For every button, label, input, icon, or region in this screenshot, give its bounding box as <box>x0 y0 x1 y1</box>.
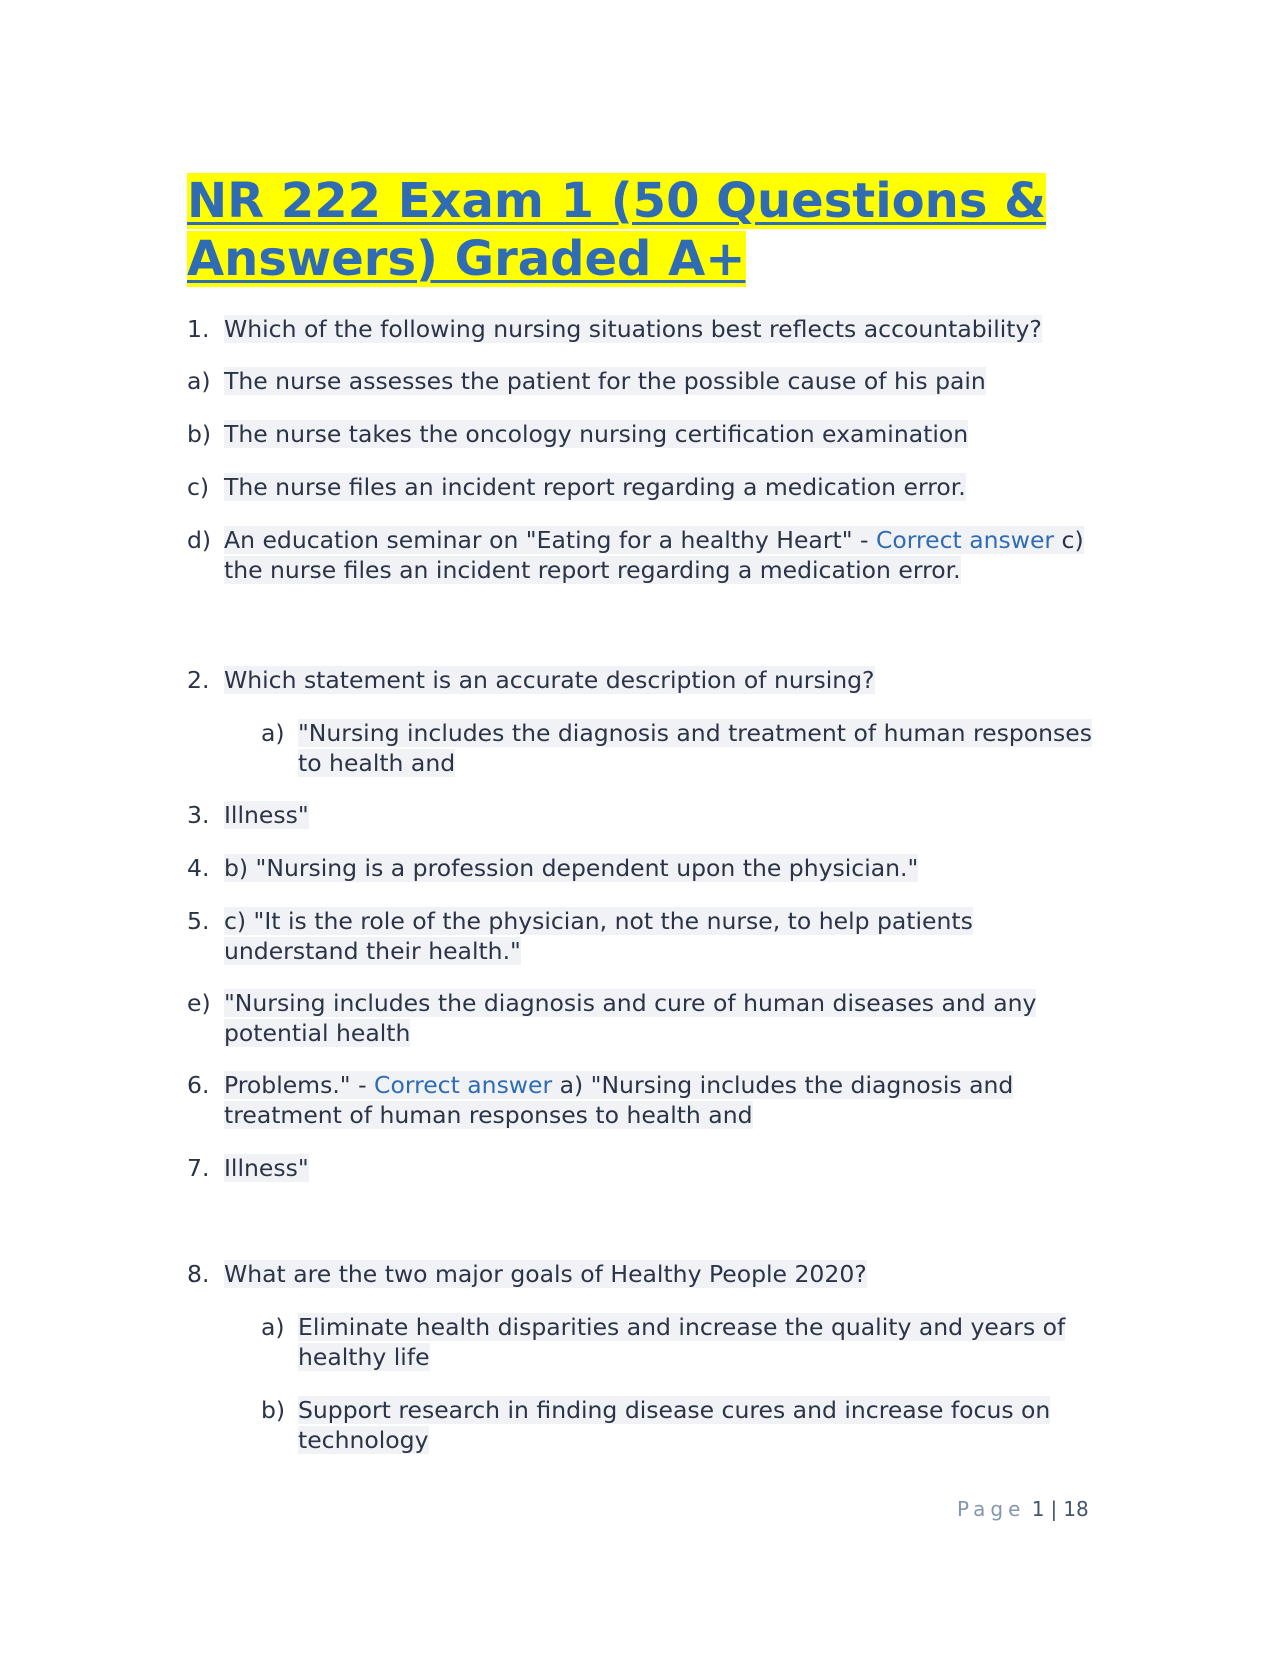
list-item <box>187 665 1112 695</box>
correct-answer-label: Correct answer <box>875 526 1055 554</box>
list-text: The nurse assesses the patient for the possible cause of his pain <box>224 367 986 395</box>
answer-text: c) the nurse files an incident report regarding a medication error. <box>224 526 1084 584</box>
list-marker: 4. <box>187 854 210 882</box>
answer-text: a) "Nursing includes the diagnosis and treatment of human responses to health and <box>224 1071 1014 1129</box>
list-item <box>187 1259 1112 1289</box>
list-text: Problems." - <box>224 1071 375 1099</box>
list-text: Illness" <box>224 1154 309 1182</box>
list-marker: 2. <box>187 666 210 694</box>
list-item <box>187 1153 1112 1183</box>
list-text: An education seminar on "Eating for a healthy Heart" - <box>224 526 876 554</box>
list-text: Support research in finding disease cures and increase focus on technology <box>298 1396 1051 1454</box>
list-marker: 5. <box>187 907 210 935</box>
list-item <box>187 525 1112 585</box>
list-marker: e) <box>187 989 211 1017</box>
list-marker: d) <box>187 526 212 554</box>
list-marker: 3. <box>187 801 210 829</box>
list-marker: 6. <box>187 1071 210 1099</box>
list-item <box>187 988 1112 1048</box>
list-text: What are the two major goals of Healthy People 2020? <box>224 1260 867 1288</box>
list-item <box>187 314 1112 344</box>
list-text: b) "Nursing is a profession dependent upon the physician." <box>224 854 919 882</box>
list-text: Eliminate health disparities and increase the quality and years of healthy life <box>298 1313 1066 1371</box>
list-text: c) "It is the role of the physician, not the nurse, to help patients understand their health." <box>224 907 973 965</box>
list-text: "Nursing includes the diagnosis and treatment of human responses to health and <box>298 719 1092 777</box>
list-item <box>187 419 1112 449</box>
list-text: The nurse takes the oncology nursing certification examination <box>224 420 969 448</box>
list-marker: c) <box>187 473 210 501</box>
list-text: Which of the following nursing situations best reflects accountability? <box>224 315 1042 343</box>
list-marker: a) <box>261 1313 285 1341</box>
list-item <box>187 366 1112 396</box>
list-marker: 8. <box>187 1260 210 1288</box>
list-item <box>187 1070 1112 1130</box>
list-text: The nurse files an incident report regarding a medication error. <box>224 473 966 501</box>
list-marker: a) <box>261 719 285 747</box>
page-label: Page <box>957 1497 1026 1521</box>
list-item <box>187 800 1112 830</box>
total-pages: 18 <box>1063 1497 1089 1521</box>
correct-answer-label: Correct answer <box>374 1071 553 1099</box>
list-item <box>187 472 1112 502</box>
list-marker: a) <box>187 367 211 395</box>
list-item <box>261 718 1121 778</box>
current-page-number: 1 <box>1031 1497 1045 1521</box>
list-text: "Nursing includes the diagnosis and cure of human diseases and any potential health <box>224 989 1037 1047</box>
list-item <box>261 1395 1121 1455</box>
title-line-2: Answers) Graded A+ <box>187 231 746 287</box>
document-title <box>187 172 1117 288</box>
list-item <box>261 1312 1121 1372</box>
list-marker: b) <box>187 420 212 448</box>
list-text: Illness" <box>224 801 309 829</box>
page-footer <box>957 1497 1089 1521</box>
list-item <box>187 906 1112 966</box>
list-item <box>187 853 1112 883</box>
list-marker: 1. <box>187 315 210 343</box>
page-separator: | <box>1050 1497 1058 1521</box>
list-marker: 7. <box>187 1154 210 1182</box>
list-text: Which statement is an accurate description of nursing? <box>224 666 875 694</box>
title-line-1: NR 222 Exam 1 (50 Questions & <box>187 173 1046 229</box>
list-marker: b) <box>261 1396 286 1424</box>
